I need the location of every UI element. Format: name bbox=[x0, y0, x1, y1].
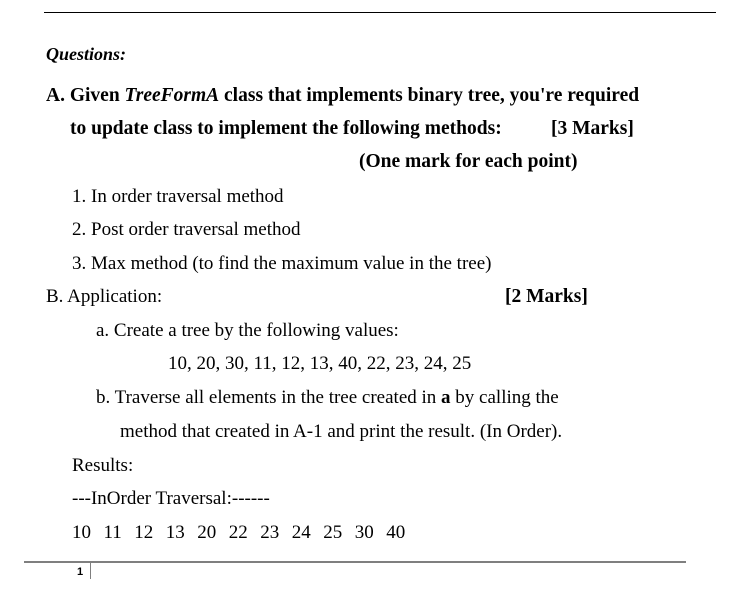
top-rule bbox=[44, 12, 716, 13]
output-value: 24 bbox=[291, 522, 311, 543]
question-a-line-1-rest: class that implements binary tree, you're required bbox=[219, 85, 640, 106]
sub-b-pre: b. Traverse all elements in the tree created in bbox=[96, 387, 442, 408]
questions-heading: Questions: bbox=[46, 44, 127, 64]
output-value: 22 bbox=[228, 522, 248, 543]
output-value: 23 bbox=[260, 522, 280, 543]
list-item: 2. Post order traversal method bbox=[72, 219, 301, 240]
sub-question-a: a. Create a tree by the following values: bbox=[96, 320, 399, 341]
inorder-traversal-label: ---InOrder Traversal:------ bbox=[72, 488, 270, 509]
output-value: 30 bbox=[354, 522, 374, 543]
question-b-label: B. Application: bbox=[46, 286, 163, 307]
sub-question-b-line-2: method that created in A-1 and print the result. (In Order). bbox=[120, 421, 563, 442]
footer-divider bbox=[90, 563, 91, 579]
sub-b-post: by calling the bbox=[450, 387, 559, 408]
traversal-output bbox=[72, 521, 418, 545]
list-item: 3. Max method (to find the maximum value in the tree) bbox=[72, 253, 492, 274]
sub-b-bold: a bbox=[441, 387, 451, 408]
footer-rule bbox=[24, 561, 686, 563]
question-a-line-1 bbox=[46, 84, 639, 108]
output-value: 12 bbox=[134, 522, 154, 543]
question-a-marks: [3 Marks] bbox=[551, 118, 634, 139]
sub-question-b-line-1 bbox=[96, 386, 559, 410]
output-value: 13 bbox=[165, 522, 185, 543]
output-value: 25 bbox=[323, 522, 343, 543]
question-a-line-2: to update class to implement the following methods: bbox=[70, 118, 502, 139]
output-value: 20 bbox=[197, 522, 217, 543]
list-item: 1. In order traversal method bbox=[72, 186, 284, 207]
tree-values: 10, 20, 30, 11, 12, 13, 40, 22, 23, 24, 25 bbox=[168, 353, 472, 374]
page-number: 1 bbox=[77, 566, 84, 578]
output-value: 10 bbox=[72, 522, 91, 543]
output-value: 11 bbox=[103, 522, 122, 543]
question-a-line-3: (One mark for each point) bbox=[359, 151, 578, 172]
question-a-prefix: A. Given bbox=[46, 85, 125, 106]
class-name: TreeFormA bbox=[124, 85, 220, 106]
results-label: Results: bbox=[72, 455, 134, 476]
output-value: 40 bbox=[386, 522, 406, 543]
question-b-marks: [2 Marks] bbox=[505, 286, 588, 307]
